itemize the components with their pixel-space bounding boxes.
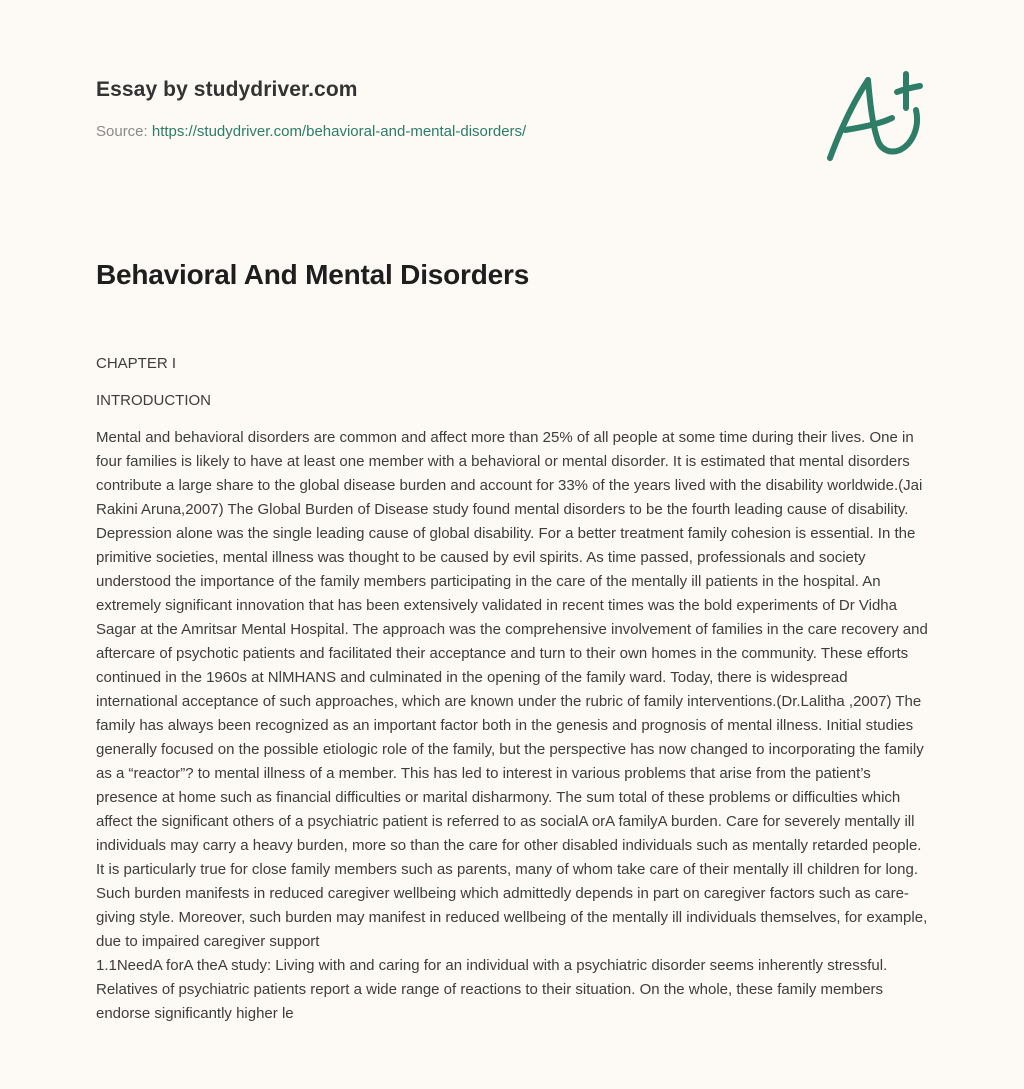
a-plus-grade-icon (820, 66, 930, 166)
page-header (96, 76, 526, 142)
source-line (96, 122, 526, 142)
body-paragraph: Mental and behavioral disorders are common and affect more than 25% of all people at some time during their lives. One in four families is likely to have at least one member with a behavioral or mental disorder. It is estimated that mental disorders contribute a large share to the global disease burden and account for 33% of the years lived with the disability worldwide.(Jai Rakini Aruna,2007) The Global Burden of Disease study found mental disorders to be the fourth leading cause of disability. Depression alone was the single leading cause of global disability. For a better treatment family cohesion is essential. In the primitive societies, mental illness was thought to be caused by evil spirits. As time passed, professionals and society understood the importance of the family members participating in the care of the mentally ill patients in the hospital. An extremely significant innovation that has been extensively validated in recent times was the bold experiments of Dr Vidha Sagar at the Amritsar Mental Hospital. The approach was the comprehensive involvement of families in the care recovery and aftercare of psychotic patients and facilitated their acceptance and turn to their own homes in the community. These efforts continued in the 1960s at NlMHANS and culminated in the opening of the family ward. Today, there is widespread international acceptance of such approaches, which are known under the rubric of family interventions.(Dr.Lalitha ,2007) The family has always been recognized as an important factor both in the genesis and prognosis of mental illness. Initial studies generally focused on the possible etiologic role of the family, but the perspective has now changed to incorporating the family as a “reactor”? to mental illness of a member. This has led to interest in various problems that arise from the patient’s presence at home such as financial difficulties or marital disharmony. The sum total of these problems or difficulties which affect the significant others of a psychiatric patient is referred to as socialA orA familyA burden. Care for severely mentally ill individuals may carry a heavy burden, more so than the care for other disabled individuals such as mentally retarded people. It is particularly true for close family members such as parents, many of whom take care of their mentally ill children for long. Such burden manifests in reduced caregiver wellbeing which admittedly depends in part on caregiver factors such as care-giving style. Moreover, such burden may manifest in reduced wellbeing of the mentally ill individuals themselves, for example, due to impaired caregiver support (96, 429, 928, 950)
source-link[interactable]: https://studydriver.com/behavioral-and-mental-disorders/ (151, 123, 527, 140)
document-body (96, 352, 932, 1026)
source-label: Source: (96, 123, 152, 140)
chapter-heading: CHAPTER I (96, 355, 177, 372)
section-heading: INTRODUCTION (96, 392, 211, 409)
body-paragraph: 1.1NeedA forA theA study: Living with and caring for an individual with a psychiatric disorder seems inherently stressful. Relatives of psychiatric patients report a wide range of reactions to their situation. On the whole, these family members endorse significantly higher le (96, 957, 888, 1022)
document-title: Behavioral And Mental Disorders (96, 259, 530, 290)
brand-title: Essay by studydriver.com (96, 78, 358, 101)
